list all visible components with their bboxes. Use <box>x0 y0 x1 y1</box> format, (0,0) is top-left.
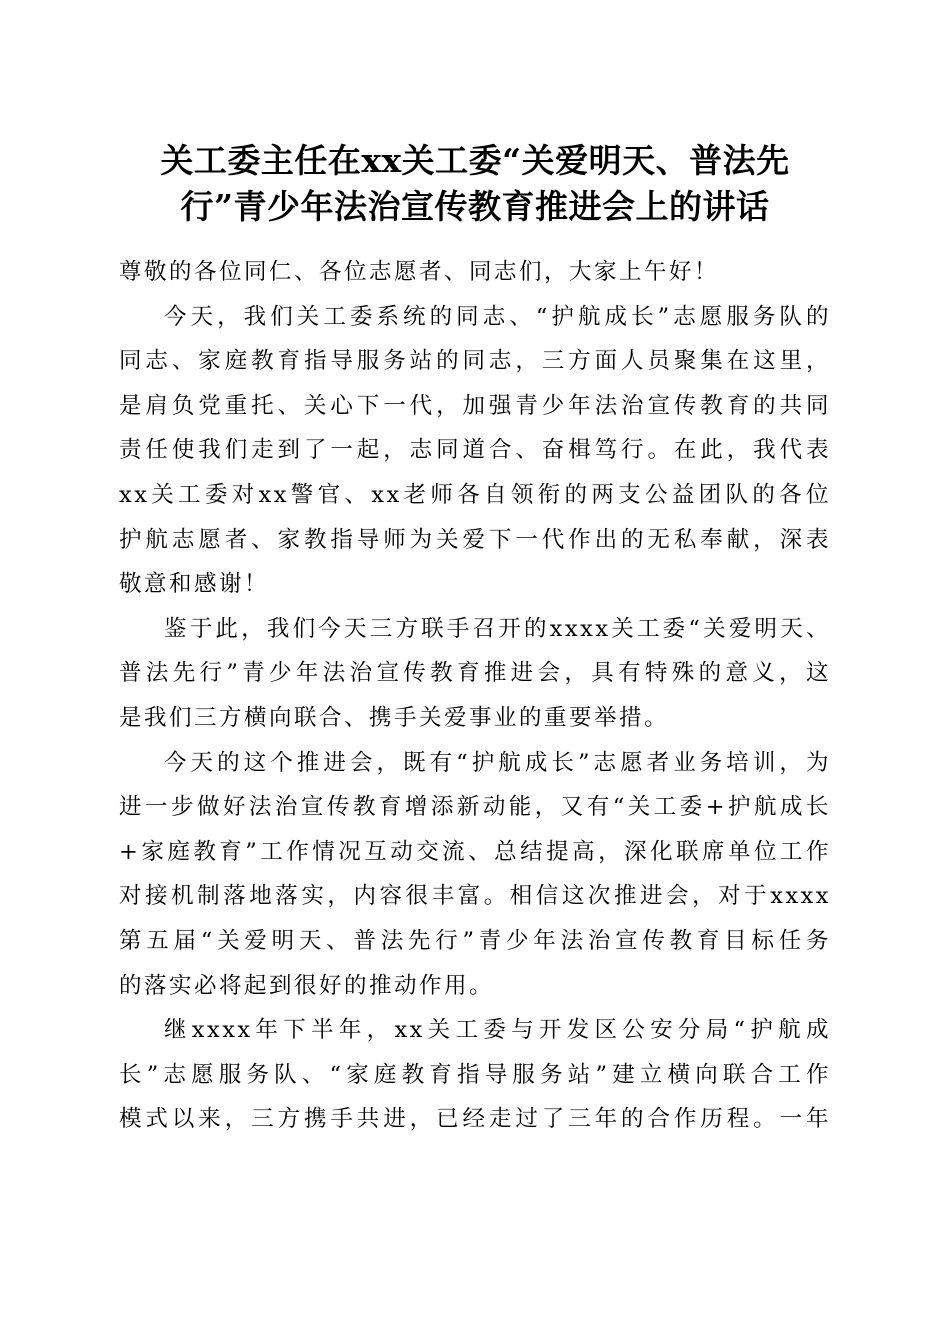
paragraph-4-line-1: 继xxxx年下半年，xx关工委与开发区公安分局“护航成 <box>164 1017 831 1044</box>
paragraph-1-line-5: xx关工委对xx警官、xx老师各自领衔的两支公益团队的各位 <box>119 481 831 508</box>
paragraph-1-line-7: 敬意和感谢！ <box>119 571 270 598</box>
paragraph-3-line-2: 进一步做好法治宣传教育增添新动能，又有“关工委+护航成长 <box>119 794 831 821</box>
paragraph-2-line-1: 鉴于此，我们今天三方联手召开的xxxx关工委“关爱明天、 <box>164 615 831 642</box>
paragraph-3-line-6: 的落实必将起到很好的推动作用。 <box>119 972 495 999</box>
paragraph-1-line-4: 责任使我们走到了一起，志同道合、奋楫笃行。在此，我代表 <box>119 437 831 464</box>
speech-body <box>119 250 831 1142</box>
paragraph-3-line-3: +家庭教育”工作情况互动交流、总结提高，深化联席单位工作 <box>119 838 831 865</box>
salutation-line: 尊敬的各位同仁、各位志愿者、同志们，大家上午好！ <box>119 259 720 285</box>
paragraph-2-line-3: 是我们三方横向联合、携手关爱事业的重要举措。 <box>119 704 670 731</box>
paragraph-4-line-2: 长”志愿服务队、“家庭教育指导服务站”建立横向联合工作 <box>119 1061 831 1088</box>
paragraph-3-line-1: 今天的这个推进会，既有“护航成长”志愿者业务培训，为 <box>164 749 831 776</box>
paragraph-3-line-4: 对接机制落地落实，内容很丰富。相信这次推进会，对于xxxx <box>119 883 831 910</box>
title-line-2: 行”青少年法治宣传教育推进会上的讲话 <box>180 187 770 226</box>
paragraph-2-line-2: 普法先行”青少年法治宣传教育推进会，具有特殊的意义，这 <box>119 660 831 687</box>
document-title <box>110 138 840 230</box>
paragraph-1-line-6: 护航志愿者、家教指导师为关爱下一代作出的无私奉献，深表 <box>119 526 831 553</box>
paragraph-1-line-2: 同志、家庭教育指导服务站的同志，三方面人员聚集在这里， <box>119 348 831 375</box>
paragraph-3-line-5: 第五届“关爱明天、普法先行”青少年法治宣传教育目标任务 <box>119 927 831 954</box>
paragraph-1-line-1: 今天，我们关工委系统的同志、“护航成长”志愿服务队的 <box>164 303 831 330</box>
paragraph-4-line-3: 模式以来，三方携手共进，已经走过了三年的合作历程。一年 <box>119 1106 831 1133</box>
paragraph-1-line-3: 是肩负党重托、关心下一代，加强青少年法治宣传教育的共同 <box>119 392 831 419</box>
title-line-1: 关工委主任在xx关工委“关爱明天、普法先 <box>160 141 790 180</box>
